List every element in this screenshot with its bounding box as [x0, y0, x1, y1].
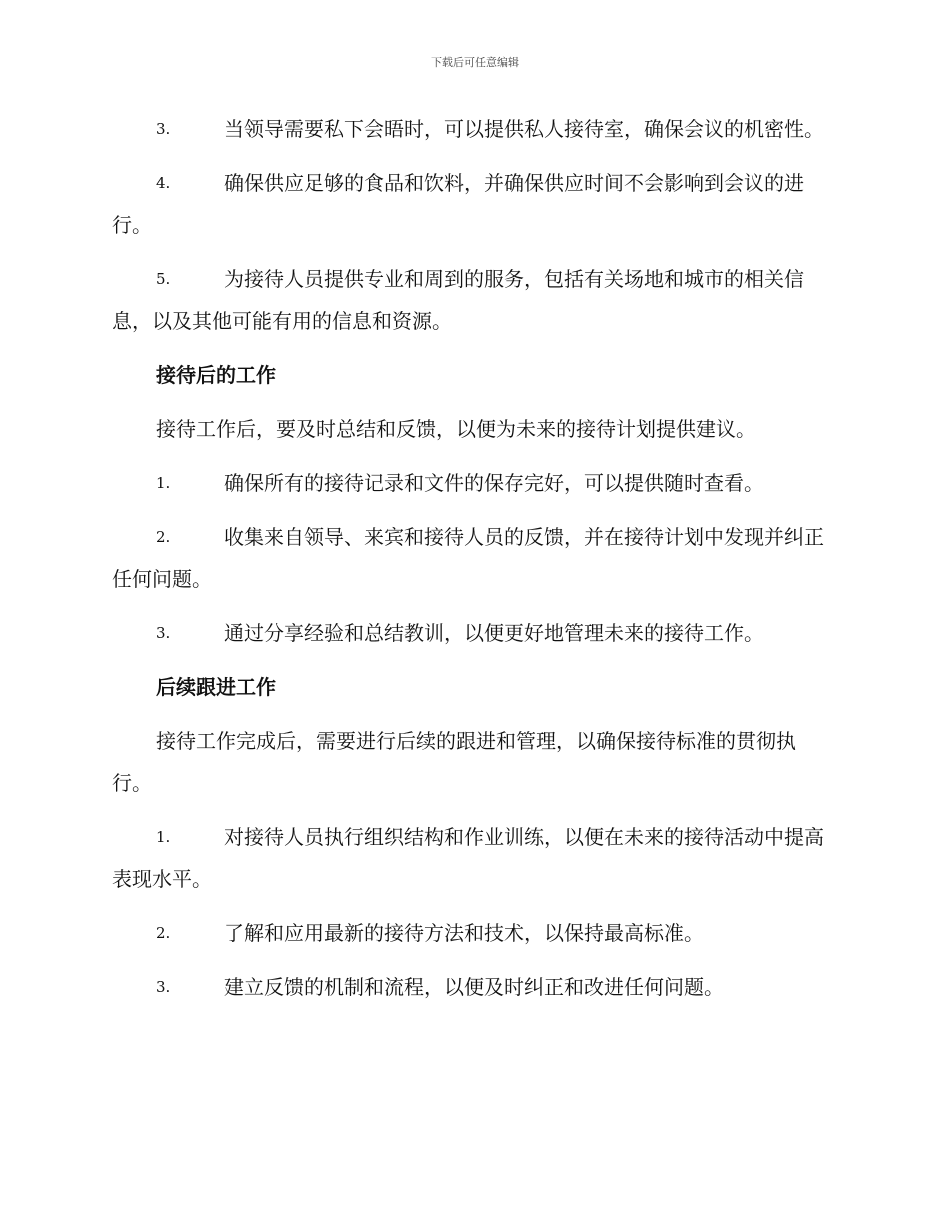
list-number: 1. — [156, 828, 171, 846]
section-heading: 接待后的工作 — [156, 363, 276, 387]
page-header: 下载后可任意编辑 — [431, 56, 519, 69]
list-item — [112, 258, 832, 342]
list-number: 4. — [156, 174, 171, 192]
list-item — [112, 162, 832, 246]
list-item — [112, 462, 832, 504]
section-heading: 后续跟进工作 — [156, 675, 276, 699]
list-number: 1. — [156, 474, 171, 492]
list-item — [112, 912, 832, 954]
list-number: 3. — [156, 120, 171, 138]
list-text: 确保供应足够的食品和饮料，并确保供应时间不会影响到会议的进行。 — [112, 171, 804, 237]
list-text: 为接待人员提供专业和周到的服务，包括有关场地和城市的相关信息，以及其他可能有用的信息和资源。 — [112, 267, 804, 333]
list-text: 当领导需要私下会晤时，可以提供私人接待室，确保会议的机密性。 — [224, 117, 824, 141]
list-text: 确保所有的接待记录和文件的保存完好，可以提供随时查看。 — [224, 471, 764, 495]
list-text: 通过分享经验和总结教训，以便更好地管理未来的接待工作。 — [224, 621, 764, 645]
section-intro: 接待工作完成后，需要进行后续的跟进和管理，以确保接待标准的贯彻执行。 — [112, 729, 796, 795]
list-number: 3. — [156, 978, 171, 996]
list-number: 2. — [156, 924, 171, 942]
list-number: 5. — [156, 270, 171, 288]
list-item — [112, 816, 832, 900]
list-text: 对接待人员执行组织结构和作业训练，以便在未来的接待活动中提高表现水平。 — [112, 825, 824, 891]
list-item — [112, 612, 832, 654]
list-number: 2. — [156, 528, 171, 546]
list-number: 3. — [156, 624, 171, 642]
list-text: 建立反馈的机制和流程，以便及时纠正和改进任何问题。 — [224, 975, 724, 999]
section-intro: 接待工作后，要及时总结和反馈，以便为未来的接待计划提供建议。 — [156, 417, 756, 441]
list-item — [112, 108, 832, 150]
list-text: 收集来自领导、来宾和接待人员的反馈，并在接待计划中发现并纠正任何问题。 — [112, 525, 824, 591]
document-body — [112, 108, 832, 1020]
list-text: 了解和应用最新的接待方法和技术，以保持最高标准。 — [224, 921, 704, 945]
list-item — [112, 516, 832, 600]
list-item — [112, 966, 832, 1008]
